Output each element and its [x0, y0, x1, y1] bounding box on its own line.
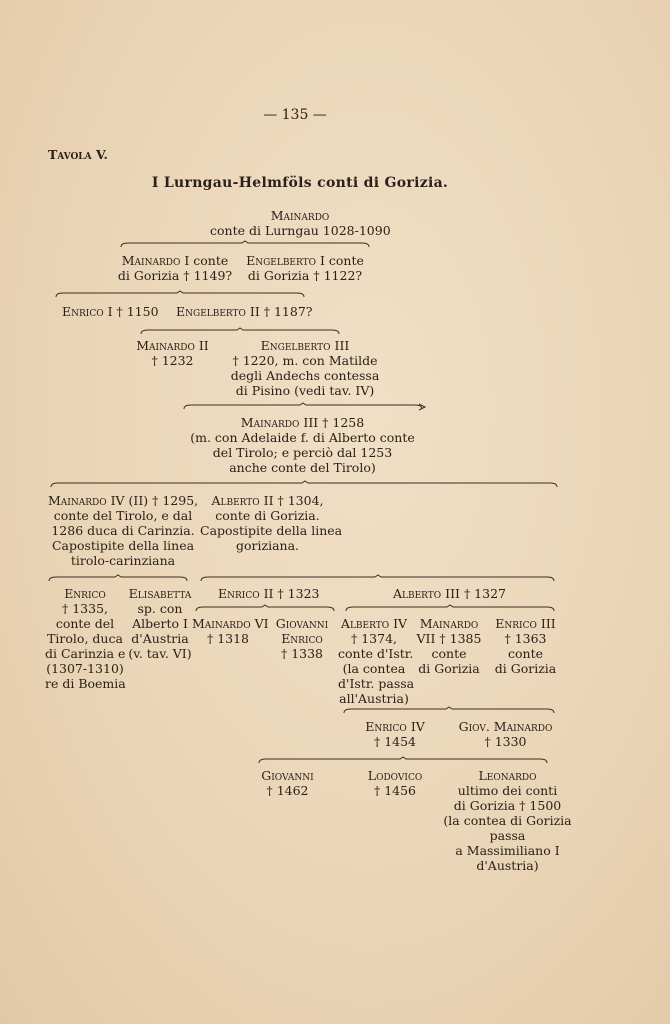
bracket-g9 — [258, 757, 548, 764]
person-alberto-iii — [393, 586, 506, 601]
person-detail: II — [198, 338, 209, 353]
person-detail: passa — [489, 828, 526, 843]
person-detail: Alberto I — [132, 616, 188, 631]
person-alberto-ii — [200, 493, 343, 553]
person-detail: Tirolo, duca — [47, 631, 123, 646]
person-detail: conte del — [55, 616, 115, 631]
person-detail: † 1335, — [61, 601, 108, 616]
person-detail: † 1363 — [504, 631, 547, 646]
person-name: Engelberto — [176, 304, 246, 319]
person-detail: 1286 duca di Carinzia. — [51, 523, 195, 538]
person-detail: III — [334, 338, 350, 353]
person-detail: II † 1304, — [263, 493, 324, 508]
person-detail: Enrico — [281, 631, 323, 646]
person-name: Leonardo — [478, 768, 537, 783]
person-name: Mainardo — [136, 338, 195, 353]
bracket-g7a — [195, 605, 335, 612]
person-name: Engelberto — [260, 338, 331, 353]
person-giovanni-enrico — [268, 616, 336, 661]
person-enrico-iii — [488, 616, 563, 676]
person-name: Enrico — [218, 586, 260, 601]
plate-label: Tavola V. — [48, 147, 108, 162]
person-detail: (m. con Adelaide f. di Alberto conte — [190, 430, 415, 445]
person-name: Alberto — [393, 586, 442, 601]
person-giovanni — [250, 768, 325, 798]
page-number: — 135 — — [263, 107, 327, 123]
person-detail: conte di Lurngau 1028-1090 — [210, 223, 391, 238]
person-detail: all'Austria) — [339, 691, 409, 706]
person-detail: conte d'Istr. — [338, 646, 414, 661]
person-detail: (v. tav. VI) — [128, 646, 192, 661]
person-name: Mainardo — [419, 616, 479, 631]
person-detail: I † 1150 — [107, 304, 159, 319]
person-engelberto-i — [240, 253, 370, 283]
person-detail: IV (II) † 1295, — [110, 493, 199, 508]
person-detail: a Massimiliano I — [455, 843, 560, 858]
person-detail: (la contea — [342, 661, 406, 676]
bracket-g2 — [55, 291, 305, 298]
person-detail: degli Andechs contessa — [230, 368, 380, 383]
person-enrico — [45, 586, 125, 691]
person-name: Enrico — [365, 719, 407, 734]
person-name: Mainardo — [121, 253, 181, 268]
person-detail: di Gorizia † 1149? — [117, 268, 233, 283]
person-enrico-ii — [218, 586, 319, 601]
person-detail: † 1454 — [373, 734, 417, 749]
person-detail: † 1330 — [484, 734, 527, 749]
bracket-g3 — [140, 328, 340, 335]
person-detail: d'Istr. passa — [338, 676, 415, 691]
person-detail: III † 1327 — [445, 586, 506, 601]
person-mainardo-iv — [48, 493, 198, 568]
person-mainardo-iii — [180, 415, 425, 475]
person-name: Alberto — [211, 493, 260, 508]
person-enrico-i — [62, 304, 159, 319]
person-detail: † 1456 — [373, 783, 417, 798]
person-name: Enrico — [62, 304, 104, 319]
bracket-g5 — [50, 481, 560, 488]
person-detail: tirolo-carinziana — [70, 553, 176, 568]
bracket-g7b — [345, 605, 555, 612]
person-detail: I conte — [319, 253, 364, 268]
person-detail: di Pisino (vedi tav. IV) — [235, 383, 375, 398]
bracket-g6a — [48, 575, 188, 582]
person-detail: III † 1258 — [303, 415, 365, 430]
person-name: Elisabetta — [128, 586, 192, 601]
person-detail: di Gorizia — [418, 661, 480, 676]
person-enrico-iv — [350, 719, 440, 749]
person-detail: conte di Gorizia. — [215, 508, 320, 523]
person-detail: conte del Tirolo, e dal — [53, 508, 193, 523]
person-alberto-iv — [338, 616, 415, 706]
person-detail: II † 1187? — [249, 304, 313, 319]
bracket-g1 — [120, 241, 370, 248]
person-mainardo-ii — [135, 338, 210, 368]
person-detail: (la contea di Gorizia — [443, 813, 572, 828]
person-detail: Capostipite della linea — [200, 523, 343, 538]
person-mainardo-lurngau — [210, 208, 390, 238]
person-detail: del Tirolo; e perciò dal 1253 — [212, 445, 393, 460]
person-name: Engelberto — [246, 253, 316, 268]
person-mainardo-vii — [410, 616, 488, 676]
person-detail: di Carinzia e — [45, 646, 126, 661]
bracket-g8 — [343, 707, 555, 714]
person-detail: † 1374, — [350, 631, 397, 646]
table-title: I Lurngau-Helmföls conti di Gorizia. — [151, 175, 449, 191]
person-name: Giovanni — [261, 768, 314, 783]
bracket-g6b — [200, 575, 555, 582]
person-name: Mainardo — [192, 616, 251, 631]
person-detail: di Gorizia † 1122? — [247, 268, 363, 283]
person-detail: (1307-1310) — [46, 661, 124, 676]
person-name: Lodovico — [367, 768, 423, 783]
person-engelberto-ii — [176, 304, 313, 319]
person-name: Alberto — [340, 616, 390, 631]
person-detail: I conte — [184, 253, 229, 268]
person-detail: goriziana. — [235, 538, 299, 553]
person-detail: II † 1323 — [263, 586, 320, 601]
person-mainardo-i — [115, 253, 235, 283]
person-detail: III — [540, 616, 556, 631]
person-detail: d'Austria — [131, 631, 189, 646]
person-engelberto-iii — [230, 338, 380, 398]
person-detail: ultimo dei conti — [457, 783, 558, 798]
person-lodovico — [355, 768, 435, 798]
person-detail: conte — [431, 646, 467, 661]
person-name: Enrico — [495, 616, 537, 631]
person-name: Giov. Mainardo — [458, 719, 553, 734]
person-detail: † 1220, m. con Matilde — [232, 353, 378, 368]
person-mainardo-vi — [192, 616, 269, 646]
person-detail: sp. con — [137, 601, 183, 616]
person-name: Mainardo — [270, 208, 330, 223]
person-name: Giovanni — [275, 616, 329, 631]
person-name: Mainardo — [240, 415, 300, 430]
person-detail: conte — [508, 646, 543, 661]
bracket-g4 — [183, 403, 423, 410]
person-name: Enrico — [64, 586, 106, 601]
person-detail: VI — [254, 616, 269, 631]
person-detail: Capostipite della linea — [51, 538, 195, 553]
person-detail: di Gorizia † 1500 — [453, 798, 562, 813]
person-detail: anche conte del Tirolo) — [229, 460, 376, 475]
person-detail: † 1338 — [280, 646, 324, 661]
person-detail: † 1318 — [206, 631, 250, 646]
person-elisabetta — [125, 586, 195, 661]
person-detail: d'Austria) — [476, 858, 539, 873]
person-giov-mainardo — [448, 719, 563, 749]
person-name: Mainardo — [48, 493, 107, 508]
person-detail: re di Boemia — [45, 676, 126, 691]
person-detail: IV — [393, 616, 408, 631]
person-detail: † 1232 — [151, 353, 194, 368]
person-detail: VII † 1385 — [416, 631, 482, 646]
person-leonardo — [440, 768, 575, 873]
person-detail: di Gorizia — [494, 661, 557, 676]
person-detail: IV — [410, 719, 425, 734]
person-detail: † 1462 — [266, 783, 309, 798]
